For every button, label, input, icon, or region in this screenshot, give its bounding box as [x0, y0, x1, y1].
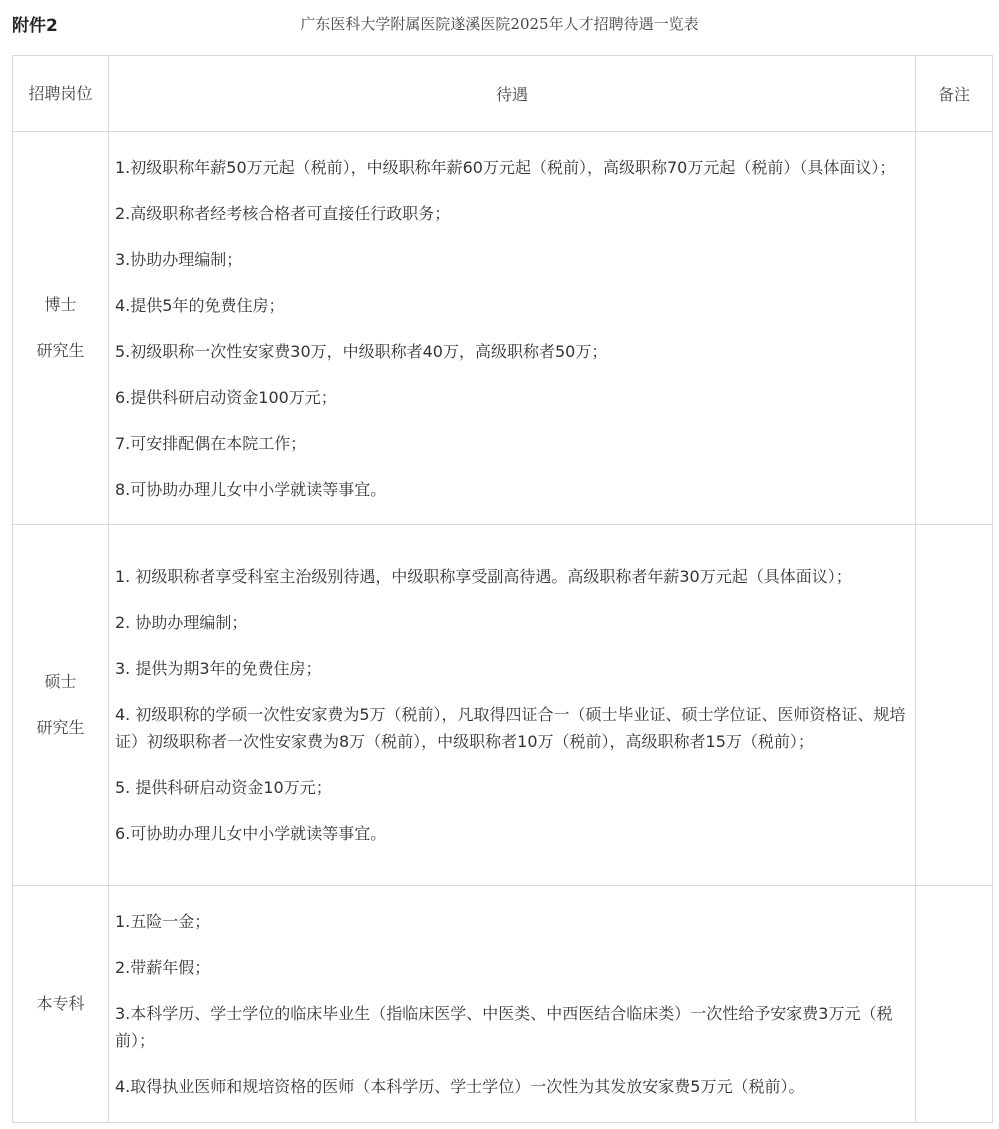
benefit-item: 1.初级职称年薪50万元起（税前），中级职称年薪60万元起（税前），高级职称70万元起（税前）（具体面议）； — [115, 157, 896, 177]
attachment-label: 附件2 — [12, 16, 58, 36]
benefit-item: 4.取得执业医师和规培资格的医师（本科学历、学士学位）一次性为其发放安家费5万元（税前）。 — [115, 1077, 805, 1096]
benefits-cell — [109, 886, 916, 1123]
benefit-item: 5.初级职称一次性安家费30万，中级职称者40万，高级职称者50万； — [115, 341, 608, 361]
table-row-phd — [13, 132, 993, 525]
remarks-cell — [916, 525, 993, 886]
benefit-item: 7.可安排配偶在本院工作； — [115, 433, 307, 453]
position-cell — [13, 525, 109, 886]
column-header-position: 招聘岗位 — [13, 56, 109, 132]
benefit-item: 2.高级职称者经考核合格者可直接任行政职务； — [115, 203, 451, 223]
benefit-item: 2. 协助办理编制； — [115, 613, 248, 632]
benefit-item: 6.提供科研启动资金100万元； — [115, 387, 337, 407]
benefit-item: 1. 初级职称者享受科室主治级别待遇，中级职称享受副高待遇。高级职称者年薪30万元起（具体面议）； — [115, 567, 852, 586]
benefits-cell — [109, 132, 916, 525]
benefit-item: 3. 提供为期3年的免费住房； — [115, 659, 322, 678]
benefit-item: 2.带薪年假； — [115, 958, 211, 977]
remarks-cell — [916, 132, 993, 525]
table-header-row — [13, 56, 993, 132]
column-header-benefits: 待遇 — [109, 56, 916, 132]
benefit-item: 3.本科学历、学士学位的临床毕业生（指临床医学、中医类、中西医结合临床类）一次性给予安家费3万元（税前）； — [115, 1004, 893, 1050]
column-header-remarks: 备注 — [916, 56, 993, 132]
benefit-item: 4.提供5年的免费住房； — [115, 295, 285, 315]
benefit-item: 6.可协助办理儿女中小学就读等事宜。 — [115, 824, 387, 843]
benefit-item: 5. 提供科研启动资金10万元； — [115, 778, 332, 797]
table-row-bachelor — [13, 886, 993, 1123]
benefit-item: 8.可协助办理儿女中小学就读等事宜。 — [115, 479, 387, 499]
benefit-item: 1.五险一金； — [115, 912, 211, 931]
position-label-line2: 研究生 — [36, 718, 85, 737]
remarks-cell — [916, 886, 993, 1123]
position-cell — [13, 132, 109, 525]
position-cell — [13, 886, 109, 1123]
document-title: 广东医科大学附属医院遂溪医院2025年人才招聘待遇一览表 — [300, 15, 699, 33]
position-label-line1: 硕士 — [44, 672, 77, 691]
position-label-line2: 研究生 — [36, 341, 85, 360]
document-header — [0, 0, 999, 52]
table-row-master — [13, 525, 993, 886]
benefit-item: 4. 初级职称的学硕一次性安家费为5万（税前），凡取得四证合一（硕士毕业证、硕士学位证、医师资格证、规培证）初级职称者一次性安家费为8万（税前），中级职称者10万（税前），高级职称者15万（税前）； — [115, 705, 906, 751]
position-label-line1: 本专科 — [36, 994, 85, 1013]
benefits-table — [12, 55, 993, 1123]
benefit-item: 3.协助办理编制； — [115, 249, 243, 269]
position-label-line1: 博士 — [44, 295, 77, 314]
benefits-cell — [109, 525, 916, 886]
